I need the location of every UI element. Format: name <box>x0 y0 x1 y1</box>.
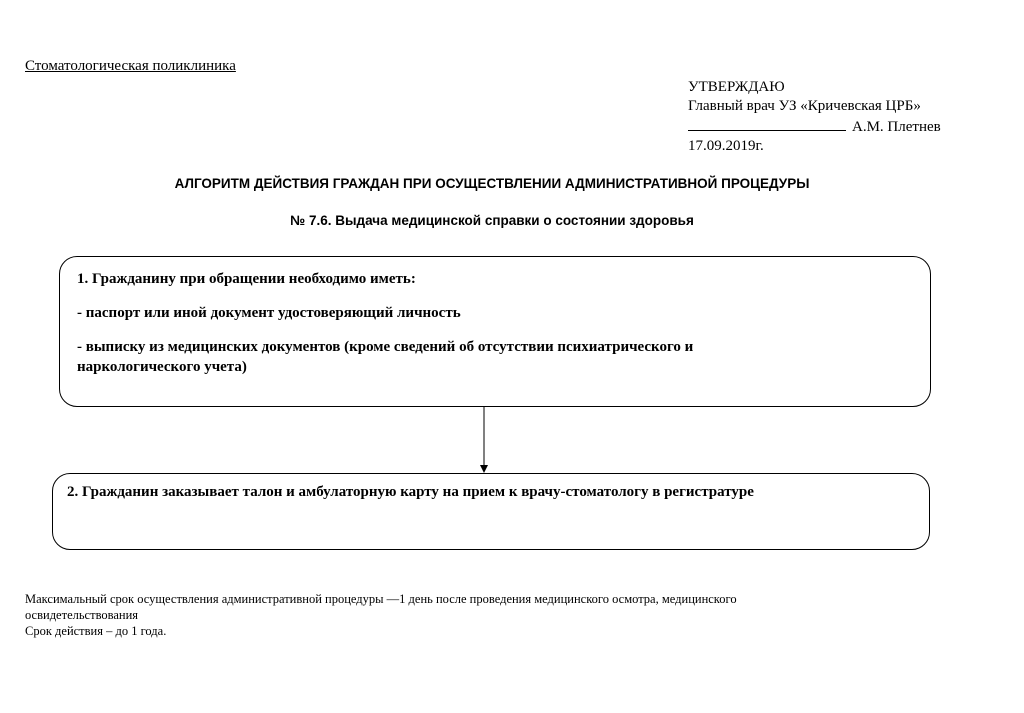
max-term-line2: освидетельствования <box>25 608 139 622</box>
approval-date: 17.09.2019г. <box>688 138 764 154</box>
signatory-name: А.М. Плетнев <box>852 119 941 135</box>
step-2-text: 2. Гражданин заказывает талон и амбулаторную карту на прием к врачу-стоматологу в регистратуре <box>67 484 754 500</box>
step-1-heading: 1. Гражданину при обращении необходимо иметь: <box>77 271 416 287</box>
footer-notes <box>25 591 905 639</box>
step-1-item-passport: - паспорт или иной документ удостоверяющий личность <box>77 305 461 321</box>
organization-name: Стоматологическая поликлиника <box>25 58 236 74</box>
approve-word: УТВЕРЖДАЮ <box>688 79 785 95</box>
max-term-line1: Максимальный срок осуществления административной процедуры —1 день после проведения медицинского осмотра, медицинского <box>25 592 737 606</box>
approver-position: Главный врач УЗ «Кричевская ЦРБ» <box>688 98 921 114</box>
step-1-item-extract: - выписку из медицинских документов (кроме сведений об отсутствии психиатрического и <box>77 339 694 355</box>
document-title: АЛГОРИТМ ДЕЙСТВИЯ ГРАЖДАН ПРИ ОСУЩЕСТВЛЕНИИ АДМИНИСТРАТИВНОЙ ПРОЦЕДУРЫ <box>174 176 810 191</box>
procedure-subtitle: № 7.6. Выдача медицинской справки о состоянии здоровья <box>290 213 694 228</box>
step-2-box <box>52 473 930 550</box>
step-1-item-extract-cont: наркологического учета) <box>77 359 247 375</box>
validity-term: Срок действия – до 1 года. <box>25 624 167 638</box>
